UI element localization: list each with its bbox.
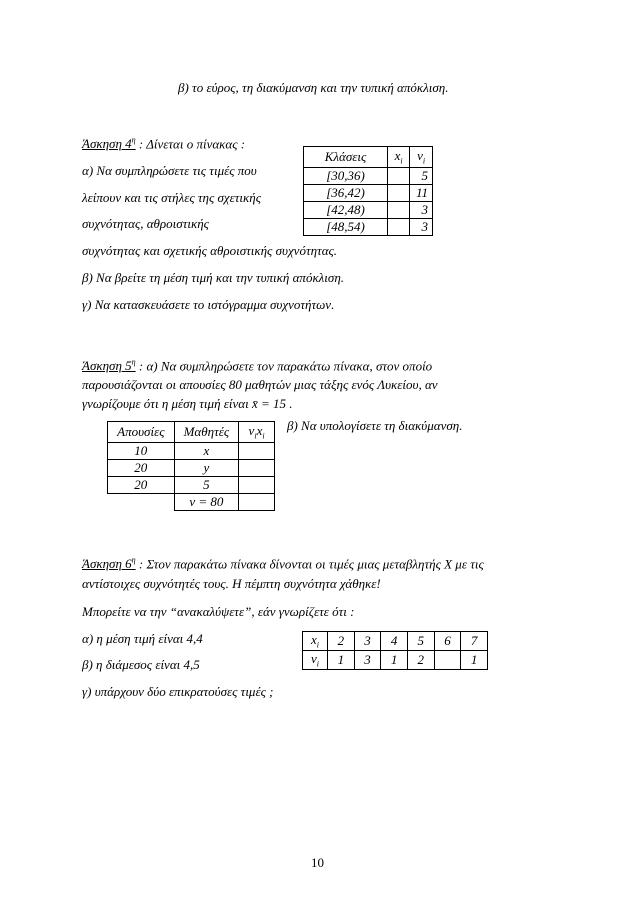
table-row: [30,36) 5 [304, 168, 433, 185]
table-row: [42,48) 3 [304, 202, 433, 219]
ex4-label: Άσκηση $4^\eta$ [82, 136, 136, 152]
ex6-line-5: γ) υπάρχουν δύο επικρατούσες τιμές ; [82, 684, 274, 699]
ex6-line-3: α) η μέση τιμή είναι 4,4 [82, 631, 203, 646]
page-number: 10 [311, 855, 324, 870]
ex4-header-v: $\nu_i$ [410, 147, 433, 168]
ex5-heading [82, 358, 432, 374]
ex4-line-5: γ) Να κατασκευάσετε το ιστόγραμμα συχνοτήτων. [82, 297, 335, 312]
ex4-table [303, 146, 433, 236]
table-row: ν = 80 [108, 494, 275, 511]
table-row: 10 x [108, 443, 275, 460]
ex5-part-b: β) Να υπολογίσετε τη διακύμανση. [287, 418, 463, 433]
ex6-row-v-label: $\nu_i$ [303, 651, 328, 670]
table-row: $x_i$ 2 3 4 5 6 7 [303, 632, 488, 651]
ex5-header-vx: $\nu_ix_i$ [239, 422, 275, 443]
ex4-line-0: α) Να συμπληρώσετε τις τιμές που [82, 163, 257, 178]
ex4-line-2: συχνότητας, αθροιστικής [82, 216, 209, 231]
table-row: $\nu_i$ 1 3 1 2 1 [303, 651, 488, 670]
table-row: 20 y [108, 460, 275, 477]
ex5-table [107, 421, 275, 511]
ex4-line-3: συχνότητας και σχετικής αθροιστικής συχνότητας. [82, 243, 338, 258]
ex6-line-1: αντίστοιχες συχνότητές τους. Η πέμπτη συχνότητα χάθηκε! [82, 576, 381, 591]
ex4-header-classes: Κλάσεις [304, 147, 388, 168]
ex6-line-0: : Στον παρακάτω πίνακα δίνονται οι τιμές μιας μεταβλητής X με τις [138, 556, 484, 572]
ex4-line-4: β) Να βρείτε τη μέση τιμή και την τυπική απόκλιση. [82, 270, 345, 285]
ex5-header-absences: Απουσίες [108, 422, 175, 443]
table-row: 20 5 [108, 477, 275, 494]
ex4-title: : Δίνεται ο πίνακας : [138, 136, 246, 152]
ex5-line-1: παρουσιάζονται οι απουσίες 80 μαθητών μιας τάξης ενός Λυκείου, αν [82, 377, 438, 392]
ex6-table [302, 631, 488, 670]
ex6-heading [82, 556, 484, 572]
ex6-label: Άσκηση $6^\eta$ [82, 556, 136, 572]
ex4-heading [82, 136, 245, 152]
ex5-line-2: γνωρίζουμε ότι η μέση τιμή είναι x̄ = 15 . [82, 396, 293, 411]
ex4-line-1: λείπουν και τις στήλες της σχετικής [82, 190, 261, 205]
ex4-header-x: $x_i$ [388, 147, 410, 168]
ex6-row-x-label: $x_i$ [303, 632, 328, 651]
table-row [108, 422, 275, 443]
ex5-header-students: Μαθητές [174, 422, 239, 443]
ex5-line-0: : α) Να συμπληρώσετε τον παρακάτω πίνακα, στον οποίο [138, 358, 433, 374]
table-row: [48,54) 3 [304, 219, 433, 236]
ex6-line-2: Μπορείτε να την “ανακαλύψετε”, εάν γνωρίζετε ότι : [82, 604, 355, 619]
ex5-mean-expr: x̄ = 15 . [251, 396, 293, 411]
table-row: [36,42) 11 [304, 185, 433, 202]
ex5-label: Άσκηση $5^\eta$ [82, 358, 136, 374]
intro-line: β) το εύρος, τη διακύμανση και την τυπική απόκλιση. [178, 80, 449, 95]
table-row [304, 147, 433, 168]
ex6-line-4: β) η διάμεσος είναι 4,5 [82, 657, 200, 672]
